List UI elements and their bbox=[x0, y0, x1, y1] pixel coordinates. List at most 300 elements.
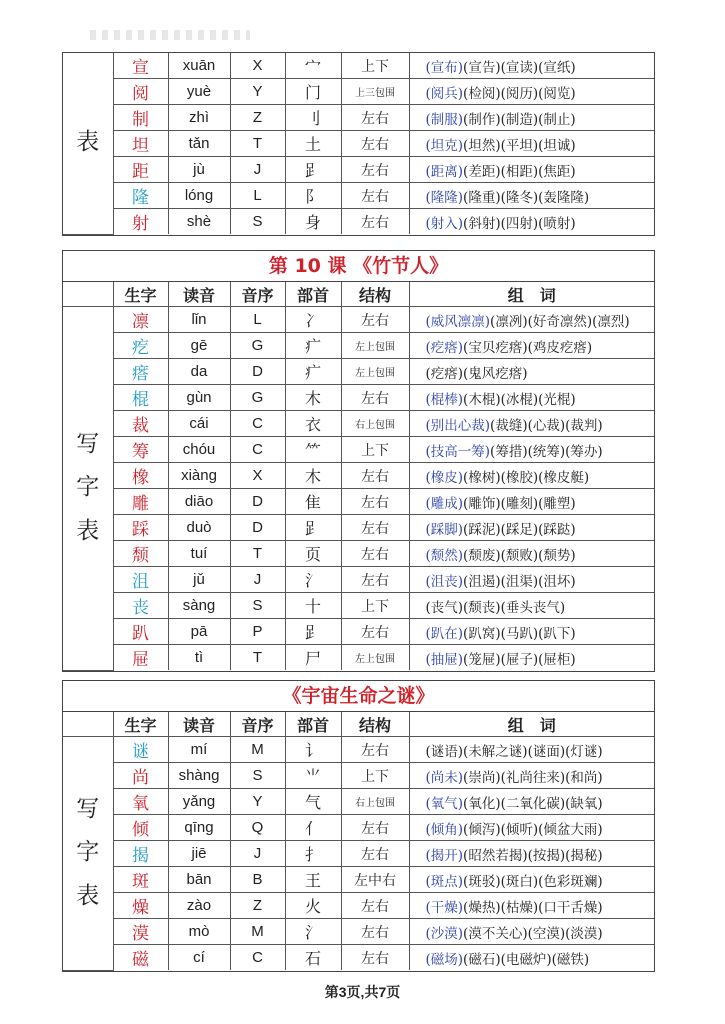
char-cell: 距 bbox=[113, 157, 168, 183]
highlight-word: (别出心裁) bbox=[425, 417, 491, 434]
header-reading: 读音 bbox=[168, 712, 230, 737]
radical-cell: 𧾷 bbox=[285, 515, 341, 541]
section-label bbox=[63, 53, 113, 234]
radical-cell: 门 bbox=[285, 79, 341, 105]
header-structure: 结构 bbox=[341, 712, 409, 737]
words-cell bbox=[409, 541, 654, 567]
words-cell bbox=[409, 567, 654, 593]
table-row bbox=[63, 541, 654, 567]
section-label-char: 表 bbox=[76, 883, 100, 910]
header-char: 生字 bbox=[113, 282, 168, 307]
pinyin-cell: sàng bbox=[168, 593, 230, 619]
table-row bbox=[63, 893, 654, 919]
table-row bbox=[63, 463, 654, 489]
char-cell: 氧 bbox=[113, 789, 168, 815]
order-cell: C bbox=[230, 945, 285, 971]
order-cell: S bbox=[230, 593, 285, 619]
words-cell bbox=[409, 463, 654, 489]
order-cell: Y bbox=[230, 79, 285, 105]
words-cell bbox=[409, 183, 654, 209]
other-words: (丧气)(颓丧)(垂头丧气) bbox=[425, 599, 566, 616]
structure-cell: 左右 bbox=[341, 841, 409, 867]
table-row bbox=[63, 359, 654, 385]
other-words: (隆重)(隆冬)(轰隆隆) bbox=[463, 189, 590, 206]
header-blank bbox=[63, 712, 113, 737]
words-cell bbox=[409, 737, 654, 763]
char-cell: 瘩 bbox=[113, 359, 168, 385]
header-radical: 部首 bbox=[285, 712, 341, 737]
pinyin-cell: duò bbox=[168, 515, 230, 541]
table-row bbox=[63, 79, 654, 105]
order-cell: J bbox=[230, 841, 285, 867]
words-cell bbox=[409, 919, 654, 945]
page-number: 第3页,共7页 bbox=[324, 984, 401, 1000]
words-cell bbox=[409, 359, 654, 385]
pinyin-cell: qīng bbox=[168, 815, 230, 841]
table-row bbox=[63, 183, 654, 209]
structure-cell: 左右 bbox=[341, 541, 409, 567]
other-words: (漠不关心)(空漠)(淡漠) bbox=[463, 925, 603, 942]
table-row bbox=[63, 131, 654, 157]
words-cell bbox=[409, 815, 654, 841]
order-cell: L bbox=[230, 183, 285, 209]
other-words: (燥热)(枯燥)(口干舌燥) bbox=[463, 899, 603, 916]
structure-cell: 左右 bbox=[341, 385, 409, 411]
structure-cell: 左右 bbox=[341, 737, 409, 763]
highlight-word: (威风凛凛) bbox=[425, 313, 491, 330]
order-cell: J bbox=[230, 567, 285, 593]
order-cell: T bbox=[230, 131, 285, 157]
other-words: (倾泻)(倾听)(倾盆大雨) bbox=[463, 821, 603, 838]
other-words: (昭然若揭)(按揭)(揭秘) bbox=[463, 847, 603, 864]
radical-cell: 阝 bbox=[285, 183, 341, 209]
other-words: (谜语)(未解之谜)(谜面)(灯谜) bbox=[425, 743, 603, 760]
words-cell bbox=[409, 437, 654, 463]
char-cell: 踩 bbox=[113, 515, 168, 541]
words-cell bbox=[409, 79, 654, 105]
radical-cell: 身 bbox=[285, 209, 341, 235]
header-blank bbox=[63, 282, 113, 307]
char-table-3 bbox=[63, 712, 654, 971]
radical-cell: 王 bbox=[285, 867, 341, 893]
section-label-char: 表 bbox=[76, 129, 100, 156]
table-row bbox=[63, 919, 654, 945]
pinyin-cell: cái bbox=[168, 411, 230, 437]
char-cell: 制 bbox=[113, 105, 168, 131]
table-row bbox=[63, 515, 654, 541]
char-cell: 尚 bbox=[113, 763, 168, 789]
highlight-word: (颓然) bbox=[425, 547, 464, 564]
pinyin-cell: jiē bbox=[168, 841, 230, 867]
header-order: 音序 bbox=[230, 712, 285, 737]
char-cell: 棍 bbox=[113, 385, 168, 411]
highlight-word: (磁场) bbox=[425, 951, 464, 968]
table-row bbox=[63, 307, 654, 333]
structure-cell: 左右 bbox=[341, 183, 409, 209]
structure-cell: 左右 bbox=[341, 515, 409, 541]
order-cell: S bbox=[230, 209, 285, 235]
words-cell bbox=[409, 945, 654, 971]
other-words: (制作)(制造)(制止) bbox=[463, 111, 576, 128]
radical-cell: 疒 bbox=[285, 333, 341, 359]
pinyin-cell: tǎn bbox=[168, 131, 230, 157]
other-words: (雕饰)(雕刻)(雕塑) bbox=[463, 495, 576, 512]
header-structure: 结构 bbox=[341, 282, 409, 307]
radical-cell: 木 bbox=[285, 463, 341, 489]
order-cell: D bbox=[230, 515, 285, 541]
pinyin-cell: tì bbox=[168, 645, 230, 671]
table-row bbox=[63, 645, 654, 671]
order-cell: C bbox=[230, 411, 285, 437]
highlight-word: (阅兵) bbox=[425, 85, 464, 102]
char-cell: 漠 bbox=[113, 919, 168, 945]
table-row bbox=[63, 841, 654, 867]
table-row bbox=[63, 945, 654, 971]
order-cell: S bbox=[230, 763, 285, 789]
words-cell bbox=[409, 385, 654, 411]
structure-cell: 右上包围 bbox=[341, 411, 409, 437]
other-words: (筹措)(统筹)(筹办) bbox=[490, 443, 603, 460]
page-top-fragment bbox=[90, 30, 250, 40]
header-reading: 读音 bbox=[168, 282, 230, 307]
pinyin-cell: yǎng bbox=[168, 789, 230, 815]
highlight-word: (踩脚) bbox=[425, 521, 464, 538]
pinyin-cell: diāo bbox=[168, 489, 230, 515]
other-words: (宝贝疙瘩)(鸡皮疙瘩) bbox=[463, 339, 593, 356]
char-cell: 裁 bbox=[113, 411, 168, 437]
char-cell: 斑 bbox=[113, 867, 168, 893]
other-words: (差距)(相距)(焦距) bbox=[463, 163, 576, 180]
order-cell: B bbox=[230, 867, 285, 893]
char-cell: 隆 bbox=[113, 183, 168, 209]
structure-cell: 左右 bbox=[341, 307, 409, 333]
highlight-word: (坦克) bbox=[425, 137, 464, 154]
pinyin-cell: chóu bbox=[168, 437, 230, 463]
radical-cell: 气 bbox=[285, 789, 341, 815]
section-label-char: 写 bbox=[76, 795, 100, 822]
order-cell: X bbox=[230, 53, 285, 79]
radical-cell: 刂 bbox=[285, 105, 341, 131]
words-cell bbox=[409, 489, 654, 515]
pinyin-cell: lóng bbox=[168, 183, 230, 209]
other-words: (斑驳)(斑白)(色彩斑斓) bbox=[463, 873, 603, 890]
radical-cell: 衣 bbox=[285, 411, 341, 437]
table-block-3 bbox=[62, 680, 655, 972]
order-cell: M bbox=[230, 737, 285, 763]
radical-cell: 亻 bbox=[285, 815, 341, 841]
structure-cell: 上下 bbox=[341, 593, 409, 619]
structure-cell: 上下 bbox=[341, 437, 409, 463]
highlight-word: (氧气) bbox=[425, 795, 464, 812]
structure-cell: 右上包围 bbox=[341, 789, 409, 815]
radical-cell: ⺮ bbox=[285, 437, 341, 463]
char-cell: 趴 bbox=[113, 619, 168, 645]
structure-cell: 左右 bbox=[341, 619, 409, 645]
char-table-1 bbox=[63, 53, 654, 235]
table-row bbox=[63, 763, 654, 789]
pinyin-cell: yuè bbox=[168, 79, 230, 105]
highlight-word: (疙瘩) bbox=[425, 339, 464, 356]
section-label-char: 字 bbox=[76, 474, 100, 501]
radical-cell: 𧾷 bbox=[285, 157, 341, 183]
radical-cell: 木 bbox=[285, 385, 341, 411]
radical-cell: 土 bbox=[285, 131, 341, 157]
radical-cell: 十 bbox=[285, 593, 341, 619]
table-block-1 bbox=[62, 52, 655, 236]
highlight-word: (揭开) bbox=[425, 847, 464, 864]
highlight-word: (沮丧) bbox=[425, 573, 464, 590]
radical-cell: 冫 bbox=[285, 307, 341, 333]
words-cell bbox=[409, 619, 654, 645]
table-row bbox=[63, 411, 654, 437]
structure-cell: 左中右 bbox=[341, 867, 409, 893]
words-cell bbox=[409, 867, 654, 893]
structure-cell: 左右 bbox=[341, 893, 409, 919]
header-char: 生字 bbox=[113, 712, 168, 737]
char-cell: 磁 bbox=[113, 945, 168, 971]
structure-cell: 上三包围 bbox=[341, 79, 409, 105]
radical-cell: 页 bbox=[285, 541, 341, 567]
other-words: (凛冽)(好奇凛然)(凛烈) bbox=[490, 313, 630, 330]
char-cell: 宣 bbox=[113, 53, 168, 79]
other-words: (踩泥)(踩足)(踩跶) bbox=[463, 521, 576, 538]
pinyin-cell: tuí bbox=[168, 541, 230, 567]
structure-cell: 左右 bbox=[341, 105, 409, 131]
char-cell: 沮 bbox=[113, 567, 168, 593]
order-cell: Y bbox=[230, 789, 285, 815]
order-cell: Q bbox=[230, 815, 285, 841]
table-row bbox=[63, 209, 654, 235]
highlight-word: (隆隆) bbox=[425, 189, 464, 206]
pinyin-cell: shàng bbox=[168, 763, 230, 789]
header-words: 组 词 bbox=[409, 282, 654, 307]
highlight-word: (沙漠) bbox=[425, 925, 464, 942]
other-words: (笼屉)(屉子)(屉柜) bbox=[463, 651, 576, 668]
order-cell: Z bbox=[230, 105, 285, 131]
structure-cell: 左右 bbox=[341, 157, 409, 183]
order-cell: Z bbox=[230, 893, 285, 919]
other-words: (坦然)(平坦)(坦诚) bbox=[463, 137, 576, 154]
pinyin-cell: da bbox=[168, 359, 230, 385]
pinyin-cell: lǐn bbox=[168, 307, 230, 333]
words-cell bbox=[409, 763, 654, 789]
highlight-word: (制服) bbox=[425, 111, 464, 128]
pinyin-cell: pā bbox=[168, 619, 230, 645]
structure-cell: 左右 bbox=[341, 945, 409, 971]
other-words: (颓废)(颓败)(颓势) bbox=[463, 547, 576, 564]
radical-cell: 氵 bbox=[285, 567, 341, 593]
other-words: (橡树)(橡胶)(橡皮艇) bbox=[463, 469, 590, 486]
structure-cell: 左右 bbox=[341, 209, 409, 235]
highlight-word: (棍棒) bbox=[425, 391, 464, 408]
other-words: (木棍)(冰棍)(光棍) bbox=[463, 391, 576, 408]
radical-cell: 火 bbox=[285, 893, 341, 919]
header-row bbox=[63, 712, 654, 737]
order-cell: T bbox=[230, 541, 285, 567]
char-cell: 揭 bbox=[113, 841, 168, 867]
pinyin-cell: xuān bbox=[168, 53, 230, 79]
char-cell: 坦 bbox=[113, 131, 168, 157]
order-cell: L bbox=[230, 307, 285, 333]
highlight-word: (倾角) bbox=[425, 821, 464, 838]
char-cell: 凛 bbox=[113, 307, 168, 333]
other-words: (磁石)(电磁炉)(磁铁) bbox=[463, 951, 590, 968]
table-row bbox=[63, 619, 654, 645]
lesson-title: 第 10 课 《竹节人》 bbox=[63, 251, 654, 282]
pinyin-cell: mí bbox=[168, 737, 230, 763]
words-cell bbox=[409, 841, 654, 867]
highlight-word: (干燥) bbox=[425, 899, 464, 916]
order-cell: T bbox=[230, 645, 285, 671]
structure-cell: 左右 bbox=[341, 567, 409, 593]
order-cell: D bbox=[230, 489, 285, 515]
highlight-word: (雕成) bbox=[425, 495, 464, 512]
structure-cell: 左右 bbox=[341, 815, 409, 841]
highlight-word: (距离) bbox=[425, 163, 464, 180]
highlight-word: (抽屉) bbox=[425, 651, 464, 668]
radical-cell: 宀 bbox=[285, 53, 341, 79]
structure-cell: 左上包围 bbox=[341, 333, 409, 359]
char-cell: 燥 bbox=[113, 893, 168, 919]
char-cell: 橡 bbox=[113, 463, 168, 489]
section-label-char: 写 bbox=[76, 430, 100, 457]
order-cell: X bbox=[230, 463, 285, 489]
words-cell bbox=[409, 893, 654, 919]
table-row bbox=[63, 867, 654, 893]
header-radical: 部首 bbox=[285, 282, 341, 307]
table-row bbox=[63, 157, 654, 183]
table-row bbox=[63, 489, 654, 515]
table-row bbox=[63, 789, 654, 815]
words-cell bbox=[409, 105, 654, 131]
other-words: (崇尚)(礼尚往来)(和尚) bbox=[463, 769, 603, 786]
other-words: (氧化)(二氧化碳)(缺氧) bbox=[463, 795, 603, 812]
order-cell: G bbox=[230, 333, 285, 359]
structure-cell: 上下 bbox=[341, 53, 409, 79]
structure-cell: 上下 bbox=[341, 763, 409, 789]
table-body-3 bbox=[63, 737, 654, 971]
radical-cell: 疒 bbox=[285, 359, 341, 385]
highlight-word: (斑点) bbox=[425, 873, 464, 890]
pinyin-cell: gē bbox=[168, 333, 230, 359]
structure-cell: 左右 bbox=[341, 489, 409, 515]
words-cell bbox=[409, 209, 654, 235]
pinyin-cell: shè bbox=[168, 209, 230, 235]
radical-cell: 石 bbox=[285, 945, 341, 971]
char-cell: 筹 bbox=[113, 437, 168, 463]
table-row bbox=[63, 815, 654, 841]
words-cell bbox=[409, 515, 654, 541]
words-cell bbox=[409, 131, 654, 157]
order-cell: P bbox=[230, 619, 285, 645]
highlight-word: (趴在) bbox=[425, 625, 464, 642]
radical-cell: 𧾷 bbox=[285, 619, 341, 645]
structure-cell: 左右 bbox=[341, 919, 409, 945]
table-block-2 bbox=[62, 250, 655, 672]
words-cell bbox=[409, 411, 654, 437]
structure-cell: 左上包围 bbox=[341, 645, 409, 671]
highlight-word: (射入) bbox=[425, 215, 464, 232]
other-words: (趴窝)(马趴)(趴下) bbox=[463, 625, 576, 642]
char-table-2 bbox=[63, 282, 654, 671]
radical-cell: 讠 bbox=[285, 737, 341, 763]
other-words: (沮遏)(沮渠)(沮坏) bbox=[463, 573, 576, 590]
table-row bbox=[63, 737, 654, 763]
radical-cell: 隹 bbox=[285, 489, 341, 515]
pinyin-cell: gùn bbox=[168, 385, 230, 411]
order-cell: J bbox=[230, 157, 285, 183]
char-cell: 雕 bbox=[113, 489, 168, 515]
table-row bbox=[63, 567, 654, 593]
section-label-char: 表 bbox=[76, 518, 100, 545]
highlight-word: (宣布) bbox=[425, 59, 464, 76]
char-cell: 射 bbox=[113, 209, 168, 235]
char-cell: 谜 bbox=[113, 737, 168, 763]
pinyin-cell: bān bbox=[168, 867, 230, 893]
char-cell: 丧 bbox=[113, 593, 168, 619]
pinyin-cell: jù bbox=[168, 157, 230, 183]
pinyin-cell: xiàng bbox=[168, 463, 230, 489]
table-row bbox=[63, 333, 654, 359]
other-words: (检阅)(阅历)(阅览) bbox=[463, 85, 576, 102]
other-words: (斜射)(四射)(喷射) bbox=[463, 215, 576, 232]
words-cell bbox=[409, 645, 654, 671]
words-cell bbox=[409, 333, 654, 359]
header-order: 音序 bbox=[230, 282, 285, 307]
highlight-word: (橡皮) bbox=[425, 469, 464, 486]
lesson-title: 《宇宙生命之谜》 bbox=[63, 681, 654, 712]
order-cell: C bbox=[230, 437, 285, 463]
pinyin-cell: cí bbox=[168, 945, 230, 971]
highlight-word: (尚未) bbox=[425, 769, 464, 786]
char-cell: 倾 bbox=[113, 815, 168, 841]
table-body-2 bbox=[63, 307, 654, 671]
highlight-word: (技高一筹) bbox=[425, 443, 491, 460]
structure-cell: 左右 bbox=[341, 131, 409, 157]
char-cell: 颓 bbox=[113, 541, 168, 567]
char-cell: 屉 bbox=[113, 645, 168, 671]
words-cell bbox=[409, 593, 654, 619]
table-row bbox=[63, 385, 654, 411]
words-cell bbox=[409, 157, 654, 183]
radical-cell: 尸 bbox=[285, 645, 341, 671]
radical-cell: 氵 bbox=[285, 919, 341, 945]
other-words: (疙瘩)(鬼风疙瘩) bbox=[425, 365, 528, 382]
table-row bbox=[63, 53, 654, 79]
header-row bbox=[63, 282, 654, 307]
pinyin-cell: mò bbox=[168, 919, 230, 945]
radical-cell: ⺌ bbox=[285, 763, 341, 789]
pinyin-cell: zhì bbox=[168, 105, 230, 131]
section-label bbox=[63, 307, 113, 671]
pinyin-cell: zào bbox=[168, 893, 230, 919]
section-label-char: 字 bbox=[76, 839, 100, 866]
header-words: 组 词 bbox=[409, 712, 654, 737]
order-cell: M bbox=[230, 919, 285, 945]
other-words: (宣告)(宣读)(宣纸) bbox=[463, 59, 576, 76]
order-cell: D bbox=[230, 359, 285, 385]
words-cell bbox=[409, 53, 654, 79]
table-row bbox=[63, 105, 654, 131]
words-cell bbox=[409, 789, 654, 815]
char-cell: 阅 bbox=[113, 79, 168, 105]
structure-cell: 左上包围 bbox=[341, 359, 409, 385]
table-row bbox=[63, 593, 654, 619]
char-cell: 疙 bbox=[113, 333, 168, 359]
structure-cell: 左右 bbox=[341, 463, 409, 489]
other-words: (裁缝)(心裁)(裁判) bbox=[490, 417, 603, 434]
pinyin-cell: jǔ bbox=[168, 567, 230, 593]
